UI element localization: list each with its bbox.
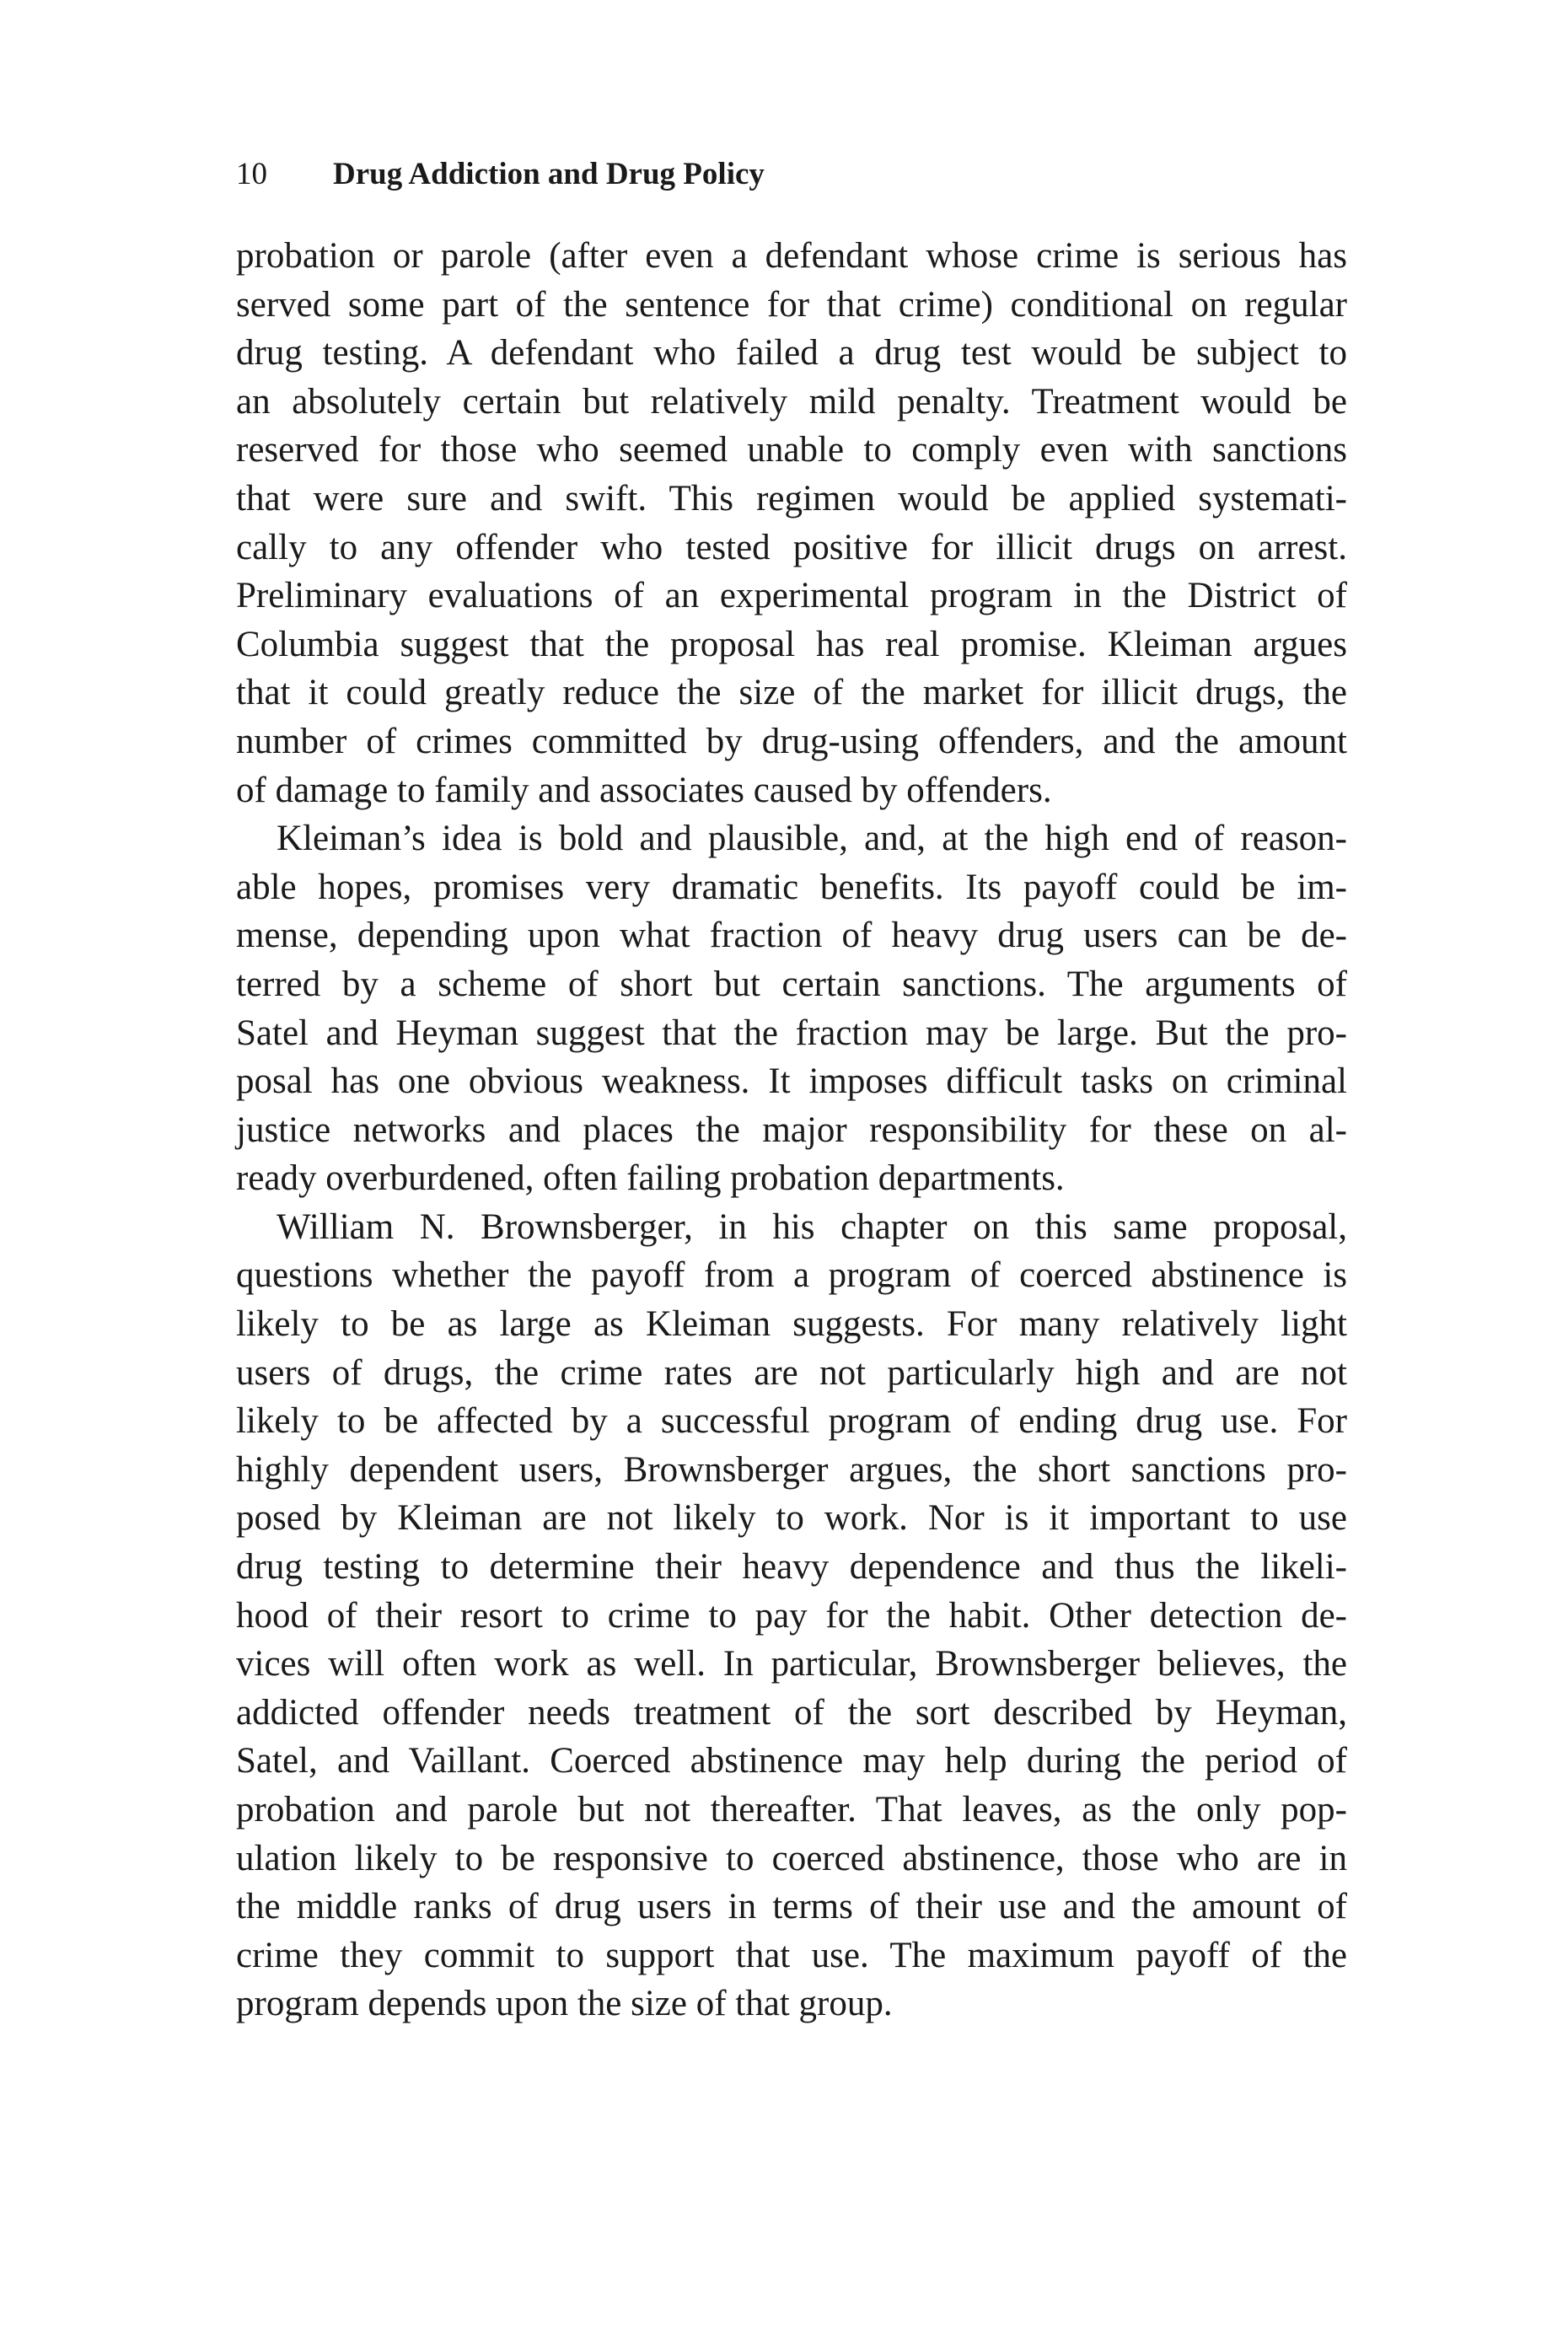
text-line: vices will often work as well. In particular, Brownsberger believes, the: [236, 1644, 1347, 1684]
text-line: Satel, and Vaillant. Coerced abstinence may help during the period of: [236, 1741, 1347, 1781]
text-line: questions whether the payoff from a program of coerced abstinence is: [236, 1255, 1347, 1296]
text-line: likely to be affected by a successful program of ending drug use. For: [236, 1401, 1347, 1442]
text-line: that were sure and swift. This regimen would be applied systemati-: [236, 478, 1347, 518]
text-line: an absolutely certain but relatively mild penalty. Treatment would be: [236, 381, 1347, 422]
text-line: Satel and Heyman suggest that the fraction may be large. But the pro-: [236, 1013, 1347, 1053]
text-line: mense, depending upon what fraction of heavy drug users can be de-: [236, 916, 1347, 956]
text-line: probation and parole but not thereafter. That leaves, as the only pop-: [236, 1790, 1347, 1830]
text-line: served some part of the sentence for that crime) conditional on regular: [236, 284, 1347, 325]
text-line: able hopes, promises very dramatic benefits. Its payoff could be im-: [236, 867, 1347, 907]
text-line: addicted offender needs treatment of the sort described by Heyman,: [236, 1692, 1347, 1733]
text-line: program depends upon the size of that group.: [236, 1984, 893, 2024]
text-line: drug testing to determine their heavy dependence and thus the likeli-: [236, 1547, 1347, 1588]
text-line: ulation likely to be responsive to coerced abstinence, those who are in: [236, 1838, 1347, 1878]
text-line: highly dependent users, Brownsberger argues, the short sanctions pro-: [236, 1449, 1347, 1490]
text-line: crime they commit to support that use. The maximum payoff of the: [236, 1935, 1347, 1975]
text-line: Columbia suggest that the proposal has real promise. Kleiman argues: [236, 624, 1347, 664]
text-line: terred by a scheme of short but certain sanctions. The arguments of: [236, 964, 1347, 1004]
text-line: drug testing. A defendant who failed a drug test would be subject to: [236, 333, 1347, 373]
text-line: that it could greatly reduce the size of the market for illicit drugs, the: [236, 673, 1347, 713]
text-line: the middle ranks of drug users in terms of their use and the amount of: [236, 1887, 1347, 1927]
text-line: users of drugs, the crime rates are not particularly high and are not: [236, 1352, 1347, 1393]
body-text: [236, 232, 1347, 2028]
text-line: of damage to family and associates caused by offenders.: [236, 770, 1052, 810]
page-number: 10: [236, 157, 267, 191]
running-title: Drug Addiction and Drug Policy: [333, 157, 765, 191]
text-line: William N. Brownsberger, in his chapter on this same proposal,: [277, 1206, 1347, 1247]
text-line: reserved for those who seemed unable to comply even with sanctions: [236, 430, 1347, 470]
text-line: hood of their resort to crime to pay for the habit. Other detection de-: [236, 1595, 1347, 1636]
paragraph: [236, 1203, 1347, 2028]
running-head: [236, 153, 1366, 196]
text-line: probation or parole (after even a defendant whose crime is serious has: [236, 236, 1347, 276]
text-line: likely to be as large as Kleiman suggests. For many relatively light: [236, 1304, 1347, 1345]
text-line: posed by Kleiman are not likely to work. Nor is it important to use: [236, 1498, 1347, 1539]
paragraph: [236, 814, 1347, 1203]
text-line: posal has one obvious weakness. It imposes difficult tasks on criminal: [236, 1061, 1347, 1102]
text-line: Kleiman’s idea is bold and plausible, and, at the high end of reason-: [277, 819, 1347, 859]
text-line: number of crimes committed by drug-using offenders, and the amount: [236, 721, 1347, 761]
paragraph: [236, 232, 1347, 814]
text-line: Preliminary evaluations of an experimental program in the District of: [236, 576, 1347, 616]
text-line: cally to any offender who tested positive for illicit drugs on arrest.: [236, 527, 1347, 567]
text-line: ready overburdened, often failing probation departments.: [236, 1158, 1065, 1199]
text-line: justice networks and places the major responsibility for these on al-: [236, 1110, 1347, 1150]
